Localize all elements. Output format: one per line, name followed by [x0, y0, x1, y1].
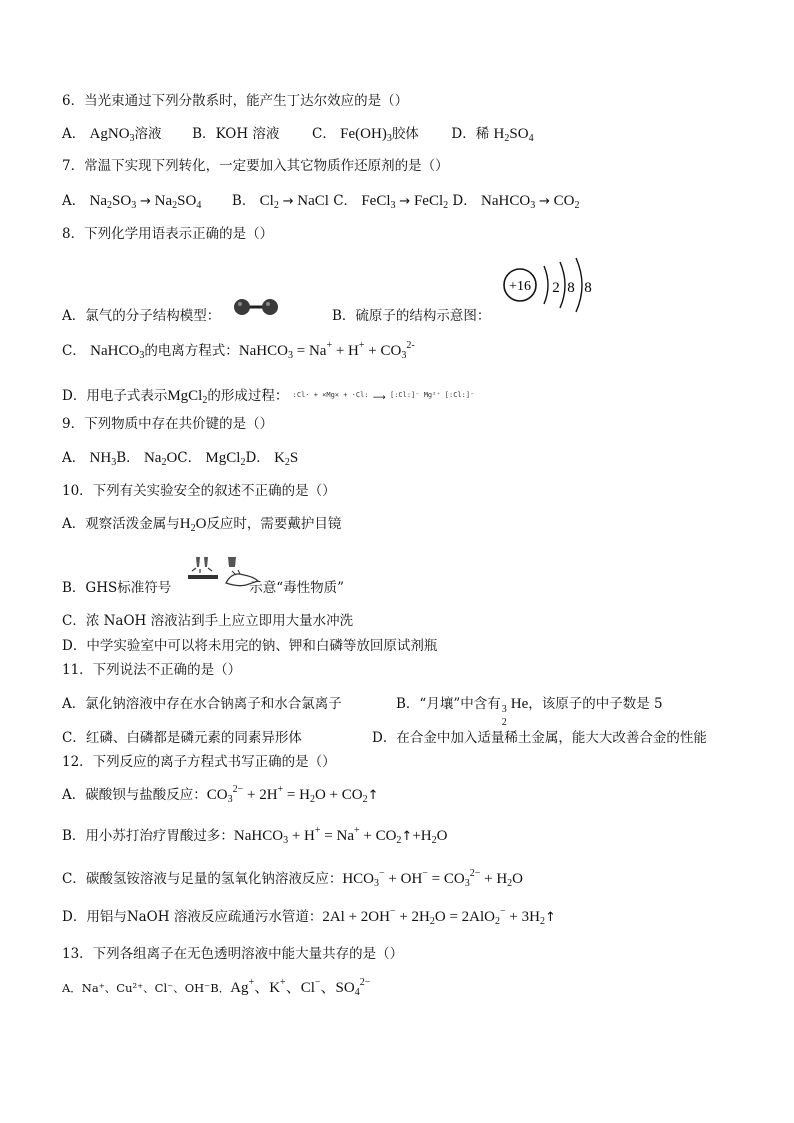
chlorine-molecule-model-icon	[230, 295, 282, 319]
q8-option-b[interactable]: B．硫原子的结构示意图：	[332, 308, 491, 324]
q13-option-a[interactable]: A．Na⁺、Cu²⁺、Cl⁻、OH⁻B．	[62, 981, 231, 995]
q10-option-d[interactable]: D．中学实验室中可以将未用完的钠、钾和白磷等放回原试剂瓶	[62, 638, 438, 654]
sulfur-atom-structure-diagram	[500, 256, 600, 314]
electron-formula-reactants: :Cl· + ×Mg× + ·Cl:	[292, 391, 369, 399]
question-13-options	[62, 978, 370, 998]
question-8-stem: 8．下列化学用语表示正确的是（）	[62, 226, 274, 242]
question-9-options	[62, 448, 298, 468]
q9-option-a[interactable]: A． $NH_3$	[62, 450, 117, 468]
nucleus-charge: +16	[509, 279, 531, 294]
q6-option-d[interactable]: D．稀 $H_2SO_4$	[451, 126, 534, 144]
question-7-stem: 7．常温下实现下列转化，一定要加入其它物质作还原剂的是（）	[62, 158, 449, 174]
q10-option-a[interactable]: A．观察活泼金属与$H_2O$反应时，需要戴护目镜	[62, 516, 342, 534]
question-9-stem: 9．下列物质中存在共价键的是（）	[62, 416, 274, 432]
question-6-stem: 6．当光束通过下列分散系时，能产生丁达尔效应的是（）	[62, 93, 409, 109]
q7-option-a[interactable]: A． $Na_2SO_3 \to Na_2SO_4$	[62, 193, 202, 211]
q11-option-a[interactable]: A．氯化钠溶液中存在水合钠离子和水合氯离子	[62, 696, 342, 712]
q7-option-d[interactable]: D． NaHCO$_3$ → $CO_2$	[452, 193, 580, 211]
q11-option-c[interactable]: C．红磷、白磷都是磷元素的同素异形体	[62, 730, 302, 746]
q12-option-a[interactable]: A．碳酸钡与盐酸反应：$CO_3^{2-} + 2H^+ = H_2O$ + $CO_2↑$	[62, 784, 379, 805]
q9-option-d[interactable]: D． $K_2S$	[245, 450, 299, 468]
formation-arrow-icon: ⟶	[372, 393, 386, 403]
q13-option-b[interactable]: Ag+、K+、Cl−、$SO_4^{2-}$	[230, 977, 371, 998]
shell-1-electrons: 2	[552, 280, 560, 296]
question-10-stem: 10．下列有关实验安全的叙述不正确的是（）	[62, 483, 336, 499]
question-6-options	[62, 124, 534, 144]
q10-option-c[interactable]: C．浓 NaOH 溶液沾到手上应立即用大量水冲洗	[62, 613, 354, 629]
shell-2-electrons: 8	[567, 280, 575, 296]
q12-option-c[interactable]: C．碳酸氢铵溶液与足量的氢氧化钠溶液反应：$HCO_3^- + OH^- = CO_3^{2-} + H_2O$	[62, 868, 523, 889]
q12-option-d[interactable]: D．用铝与NaOH 溶液反应疏通污水管道：$2Al + 2OH^- + 2H_2O = 2AlO_2^-$ + $3H_2↑$	[62, 906, 556, 927]
question-12-stem: 12．下列反应的离子方程式书写正确的是（）	[62, 754, 336, 770]
q9-option-b[interactable]: B． $Na_2O$	[116, 450, 178, 468]
q8-option-c[interactable]: C． NaHCO$_3$的电离方程式：NaHCO$_3$ = $Na^+ + H^+ + CO_3^{2-}$	[62, 340, 415, 361]
shell-3-electrons: 8	[584, 280, 592, 296]
q6-option-a[interactable]: A． AgNO$_3$溶液	[62, 126, 162, 144]
q11-option-d[interactable]: D．在合金中加入适量稀土金属，能大大改善合金的性能	[372, 730, 707, 746]
ghs-corrosive-symbol-icon	[186, 553, 262, 589]
q8-option-d[interactable]: D．用电子式表示MgCl$_2$的形成过程： $^{:Cl\cdot + \times Mg\times + \cdot Cl:}$ ⟶ $^{[:Cl:]^- Mg^{2+} [:Cl:]^-}$	[62, 388, 475, 406]
q8-option-a[interactable]: A．氯气的分子结构模型：	[62, 308, 221, 324]
question-7-options	[62, 191, 579, 212]
electron-formula-product: [:Cl:]⁻ Mg²⁺ [:Cl:]⁻	[390, 391, 475, 399]
q6-option-b[interactable]: B．KOH 溶液	[192, 126, 280, 142]
q11-option-b[interactable]: B．“月壤”中含有 3 2 He，该原子的中子数是 5	[396, 696, 663, 728]
question-11-stem: 11．下列说法不正确的是（）	[62, 662, 242, 678]
q7-option-b[interactable]: B． $Cl_2$ → NaCl	[231, 193, 329, 211]
q12-option-b[interactable]: B．用小苏打治疗胃酸过多：NaHCO$_3$ + $H^+ = Na^+ + CO_2↑+H_2O$	[62, 825, 448, 846]
q9-option-c[interactable]: C． MgCl$_2$	[177, 450, 246, 468]
q10-option-b[interactable]: B．GHS标准符号 示意“毒性物质”	[62, 580, 345, 596]
question-13-stem: 13．下列各组离子在无色透明溶液中能大量共存的是（）	[62, 946, 404, 962]
q7-option-c[interactable]: C． FeCl$_3$ → FeCl$_2$	[333, 193, 449, 211]
q6-option-c[interactable]: C． $Fe(OH)_3$胶体	[312, 126, 419, 144]
